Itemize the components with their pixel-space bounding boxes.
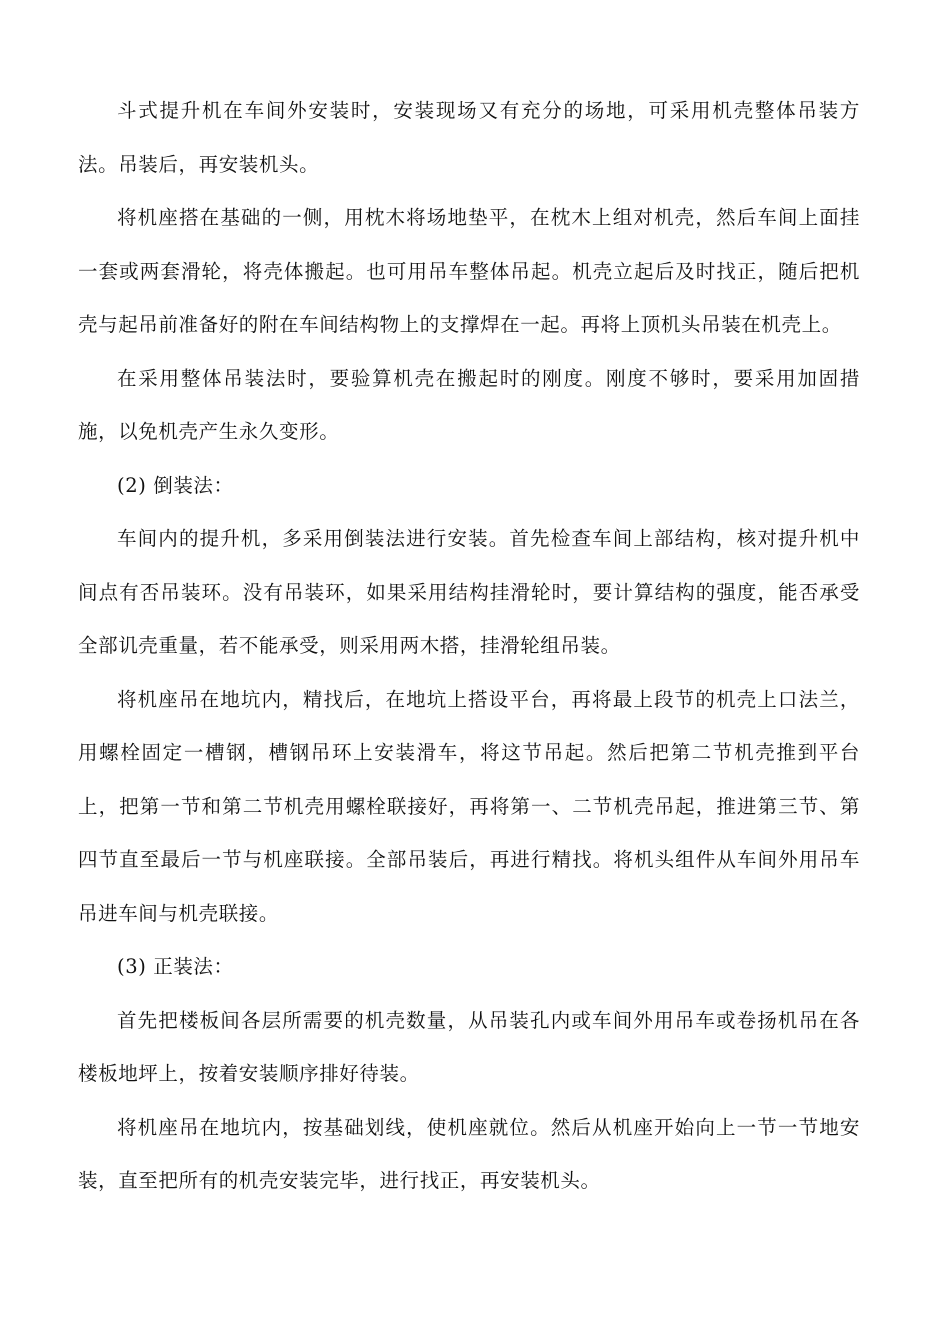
document-page (78, 84, 860, 1208)
paragraph-base-assembly: 将机座搭在基础的一侧，用枕木将场地垫平，在枕木上组对机壳，然后车间上面挂一套或两套滑轮，将壳体搬起。也可用吊车整体吊起。机壳立起后及时找正，随后把机壳与起吊前准备好的附在车间结构物上的支撑焊在一起。再将上顶机头吊装在机壳上。 (78, 206, 860, 336)
paragraph-upright-preparation: 首先把楼板间各层所需要的机壳数量，从吊装孔内或车间外用吊车或卷扬机吊在各楼板地坪上，按着安装顺序排好待装。 (78, 1008, 860, 1085)
paragraph-inverted-steps: 将机座吊在地坑内，精找后，在地坑上搭设平台，再将最上段节的机壳上口法兰，用螺栓固定一槽钢，槽钢吊环上安装滑车，将这节吊起。然后把第二节机壳推到平台上，把第一节和第二节机壳用螺栓联接好，再将第一、二节机壳吊起，推进第三节、第四节直至最后一节与机座联接。全部吊装后，再进行精找。将机头组件从车间外用吊车吊进车间与机壳联接。 (78, 687, 860, 925)
paragraph-upright-steps: 将机座吊在地坑内，按基础划线，使机座就位。然后从机座开始向上一节一节地安装，直至把所有的机壳安装完毕，进行找正，再安装机头。 (78, 1115, 860, 1192)
section-heading-inverted-method: (2) 倒装法： (117, 473, 234, 497)
paragraph-inverted-intro: 车间内的提升机，多采用倒装法进行安装。首先检查车间上部结构，核对提升机中间点有否吊装环。没有吊装环，如果采用结构挂滑轮时，要计算结构的强度，能否承受全部讥壳重量，若不能承受，则采用两木搭，挂滑轮组吊装。 (78, 527, 860, 657)
paragraph-rigidity-check: 在采用整体吊装法时，要验算机壳在搬起时的刚度。刚度不够时，要采用加固措施，以免机壳产生永久变形。 (78, 366, 860, 443)
paragraph-overall-hoisting: 斗式提升机在车间外安装时，安装现场又有充分的场地，可采用机壳整体吊装方法。吊装后，再安装机头。 (78, 99, 860, 176)
section-heading-upright-method: (3) 正装法： (117, 955, 234, 978)
